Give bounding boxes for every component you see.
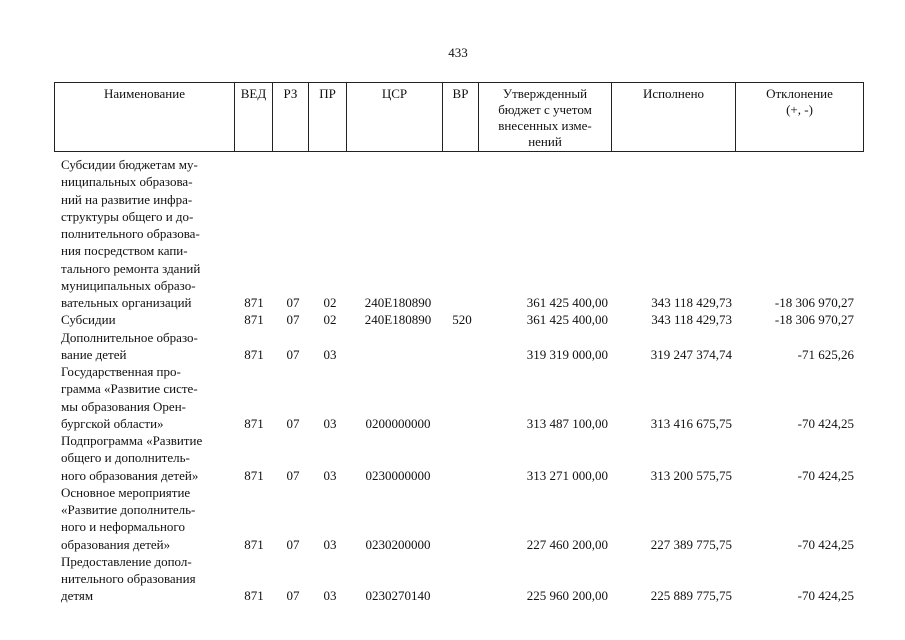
row-csr: 0200000000 [365, 415, 431, 431]
row-executed: 313 200 575,75 [650, 467, 732, 483]
row-pr: 03 [323, 588, 337, 604]
row-ved: 871 [244, 467, 264, 483]
row-pr: 03 [323, 415, 337, 431]
row-executed: 319 247 374,74 [650, 346, 732, 362]
row-name-line: Подпрограмма «Развитие [61, 433, 203, 448]
header-executed: Исполнено [612, 83, 736, 152]
row-executed: 343 118 429,73 [651, 295, 732, 310]
row-budget: 361 425 400,00 [526, 295, 608, 310]
header-rz: РЗ [273, 83, 309, 152]
row-ved: 871 [244, 312, 264, 328]
row-name-line: ного и неформального [61, 519, 185, 535]
row-name-line: структуры общего и до- [61, 208, 194, 224]
row-name-line: полнительного образова- [61, 226, 200, 241]
header-budget-line: внесенных изме- [498, 118, 592, 133]
header-pr: ПР [309, 83, 347, 152]
row-pr: 02 [323, 295, 337, 310]
row-csr: 0230270140 [365, 588, 431, 604]
row-rz: 07 [286, 312, 300, 328]
row-name-line: грамма «Развитие систе- [61, 381, 198, 397]
page-number: 433 [448, 45, 468, 60]
row-deviation: -18 306 970,27 [774, 295, 854, 310]
header-deviation-line: Отклонение [766, 86, 833, 101]
row-csr: 240E180890 [364, 312, 432, 328]
header-name: Наименование [55, 83, 235, 152]
row-name-line: нительного образования [61, 571, 196, 586]
row-ved: 871 [244, 588, 264, 604]
row-name-line: бургской области» [61, 415, 164, 431]
row-name-line: общего и дополнитель- [61, 450, 190, 466]
row-name-line: «Развитие дополнитель- [61, 502, 196, 517]
row-name-line: вательных организаций [61, 295, 192, 310]
row-csr: 240E180890 [364, 295, 432, 310]
row-name-line: ниципальных образова- [61, 174, 193, 190]
row-rz: 07 [286, 467, 300, 483]
row-deviation: -18 306 970,27 [774, 312, 854, 328]
row-pr: 03 [323, 346, 337, 362]
row-deviation: -71 625,26 [797, 346, 854, 362]
row-name-line: детям [61, 588, 94, 604]
row-rz: 07 [286, 295, 300, 310]
row-rz: 07 [286, 536, 300, 552]
row-pr: 03 [323, 467, 337, 483]
row-ved: 871 [244, 536, 264, 552]
row-name-line: Предоставление допол- [61, 553, 192, 569]
row-rz: 07 [286, 415, 300, 431]
row-budget: 227 460 200,00 [526, 536, 608, 552]
row-budget: 313 487 100,00 [526, 415, 608, 431]
row-name-line: тального ремонта зданий [61, 260, 201, 276]
row-deviation: -70 424,25 [797, 415, 854, 431]
header-budget-line: Утвержденный [502, 86, 588, 101]
row-ved: 871 [244, 415, 264, 431]
row-budget: 361 425 400,00 [526, 312, 608, 328]
row-budget: 313 271 000,00 [526, 467, 608, 483]
row-ved: 871 [244, 346, 264, 362]
row-name-line: мы образования Орен- [61, 398, 186, 414]
row-name-line: ния посредством капи- [61, 243, 188, 259]
row-csr: 0230000000 [365, 467, 431, 483]
header-deviation-line: (+, -) [786, 102, 813, 117]
header-csr: ЦСР [347, 83, 443, 152]
row-name-line: Дополнительное образо- [61, 329, 198, 345]
header-budget-line: бюджет с учетом [498, 102, 592, 117]
row-deviation: -70 424,25 [797, 588, 854, 604]
row-name-line: Государственная про- [61, 364, 181, 379]
row-name-line: ного образования детей» [61, 467, 199, 483]
row-csr: 0230200000 [365, 536, 431, 552]
row-vr: 520 [452, 312, 472, 328]
row-deviation: -70 424,25 [797, 536, 854, 552]
row-deviation: -70 424,25 [797, 467, 854, 483]
row-name-line: муниципальных образо- [61, 277, 196, 293]
row-name-line: ний на развитие инфра- [61, 191, 193, 207]
row-rz: 07 [286, 588, 300, 604]
row-name-line: Субсидии бюджетам му- [61, 157, 198, 172]
row-budget: 319 319 000,00 [526, 346, 608, 362]
row-rz: 07 [286, 346, 300, 362]
row-name-line: вание детей [61, 346, 127, 362]
row-name-line: образования детей» [61, 536, 171, 552]
row-pr: 03 [323, 536, 337, 552]
row-ved: 871 [244, 295, 264, 310]
header-budget-line: нений [528, 134, 562, 149]
row-executed: 227 389 775,75 [650, 536, 732, 552]
header-vr: ВР [443, 83, 479, 152]
header-ved: ВЕД [235, 83, 273, 152]
row-budget: 225 960 200,00 [526, 588, 608, 604]
row-name-line: Субсидии [61, 312, 116, 328]
row-executed: 225 889 775,75 [650, 588, 732, 604]
row-name-line: Основное мероприятие [61, 484, 191, 500]
row-executed: 313 416 675,75 [650, 415, 732, 431]
row-pr: 02 [323, 312, 337, 328]
row-executed: 343 118 429,73 [651, 312, 732, 328]
